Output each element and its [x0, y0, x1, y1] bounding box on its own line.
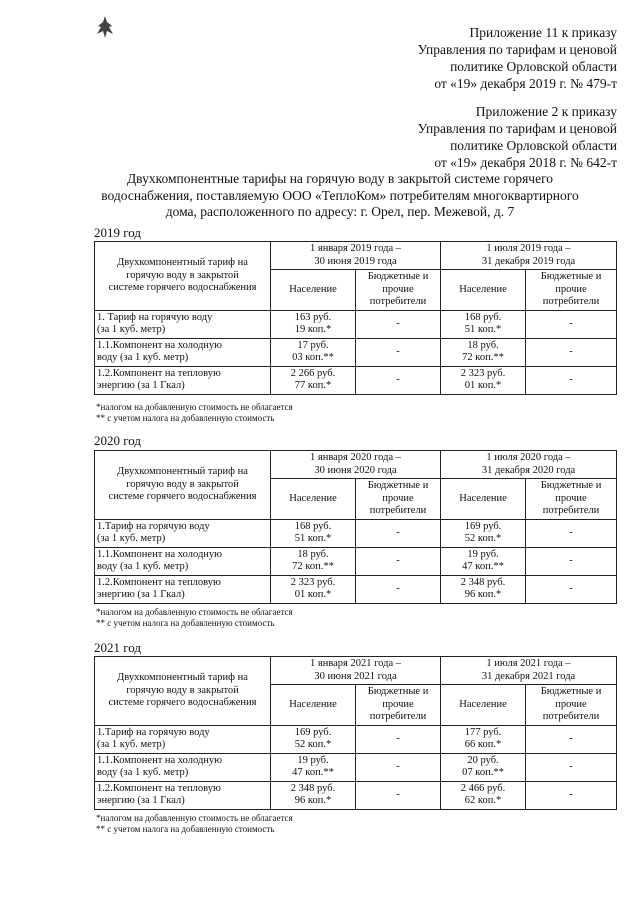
tariff-value — [271, 547, 356, 575]
budget-header — [356, 270, 441, 311]
tariff-dash: - — [356, 310, 441, 338]
header-text: потребители — [369, 711, 427, 722]
tariff-value — [271, 338, 356, 366]
header-text: потребители — [369, 505, 427, 516]
header-text: 31 декабря 2021 года — [481, 670, 576, 682]
population-header: Население — [271, 685, 356, 726]
header-text: 31 декабря 2019 года — [481, 255, 576, 267]
header-text: прочие — [382, 698, 414, 710]
value-text: 2 348 руб. — [290, 782, 336, 794]
row-label — [95, 575, 271, 603]
header-text: потребители — [542, 711, 600, 722]
tariff-dash: - — [356, 781, 441, 809]
table-row — [95, 781, 617, 809]
tariff-dash: - — [526, 781, 617, 809]
header-text: прочие — [382, 492, 414, 504]
row-label — [95, 547, 271, 575]
header-text: 1 июля 2021 года – — [486, 658, 571, 669]
title-line: дома, расположенного по адресу: г. Орел, пер. Межевой, д. 7 — [165, 204, 515, 219]
appendix-line: Управления по тарифам и ценовой — [417, 121, 617, 136]
row-label-text: 1.Тариф на горячую воду — [97, 520, 210, 532]
header-text: 1 января 2021 года – — [310, 658, 402, 669]
header-text: Бюджетные и — [540, 686, 602, 697]
tariff-dash: - — [526, 575, 617, 603]
period-1-header — [271, 657, 441, 685]
row-label — [95, 338, 271, 366]
tariff-value — [441, 753, 526, 781]
period-1-header — [271, 451, 441, 479]
value-text: 62 коп.* — [464, 795, 502, 806]
row-label-text: энергию (за 1 Гкал) — [97, 795, 185, 806]
value-text: 19 коп.* — [294, 324, 332, 335]
value-text: 18 руб. — [297, 548, 329, 560]
tariff-dash: - — [526, 338, 617, 366]
tariff-value — [441, 781, 526, 809]
footnote: ** с учетом налога на добавленную стоимость — [96, 617, 275, 628]
header-text: прочие — [555, 492, 587, 504]
header-text: горячую воду в закрытой — [126, 684, 239, 696]
row-label-text: воду (за 1 куб. метр) — [97, 352, 189, 363]
footnote: *налогом на добавленную стоимость не облагается — [96, 402, 293, 412]
tariff-dash: - — [356, 753, 441, 781]
header-text: прочие — [555, 283, 587, 295]
tariff-name-header — [95, 657, 271, 726]
header-text: горячую воду в закрытой — [126, 269, 239, 281]
value-text: 168 руб. — [464, 311, 502, 323]
footnotes-2021 — [96, 813, 293, 834]
header-text: Бюджетные и — [540, 271, 602, 282]
budget-header — [356, 685, 441, 726]
value-text: 47 коп.** — [292, 767, 334, 778]
header-text: 30 июня 2021 года — [314, 670, 397, 682]
header-text: прочие — [382, 283, 414, 295]
header-text: системе горячего водоснабжения — [108, 491, 257, 502]
appendix-11-header — [418, 24, 617, 92]
value-text: 52 коп.* — [294, 739, 332, 750]
budget-header — [526, 479, 617, 520]
row-label — [95, 519, 271, 547]
population-header: Население — [441, 685, 526, 726]
footnotes-2019 — [96, 402, 293, 423]
value-text: 51 коп.* — [294, 533, 332, 544]
value-text: 2 323 руб. — [290, 576, 336, 588]
row-label-text: 1.2.Компонент на тепловую — [97, 367, 221, 379]
tariff-value — [271, 753, 356, 781]
header-text: 1 января 2020 года – — [310, 452, 402, 463]
row-label — [95, 366, 271, 394]
table-row — [95, 725, 617, 753]
row-label-text: 1.1.Компонент на холодную — [97, 339, 223, 351]
value-text: 2 266 руб. — [290, 367, 336, 379]
appendix-line: Приложение 11 к приказу — [469, 25, 617, 40]
tariff-dash: - — [526, 519, 617, 547]
tariff-dash: - — [526, 725, 617, 753]
tariff-value — [271, 725, 356, 753]
tariff-value — [441, 547, 526, 575]
row-label-text: 1.2.Компонент на тепловую — [97, 782, 221, 794]
row-label-text: 1.1.Компонент на холодную — [97, 754, 223, 766]
tariff-value — [271, 575, 356, 603]
header-text: Бюджетные и — [367, 686, 429, 697]
row-label-text: энергию (за 1 Гкал) — [97, 589, 185, 600]
year-heading-2021: 2021 год — [94, 640, 141, 655]
value-text: 03 коп.** — [292, 352, 334, 363]
value-text: 96 коп.* — [294, 795, 332, 806]
tariff-table-2020 — [94, 450, 617, 604]
table-row — [95, 547, 617, 575]
value-text: 169 руб. — [464, 520, 502, 532]
tariff-value — [441, 725, 526, 753]
header-text: Бюджетные и — [367, 271, 429, 282]
header-text: Двухкомпонентный тариф на — [117, 466, 248, 477]
value-text: 18 руб. — [467, 339, 499, 351]
tariff-value — [441, 310, 526, 338]
header-text: потребители — [542, 505, 600, 516]
row-label-text: воду (за 1 куб. метр) — [97, 767, 189, 778]
value-text: 01 коп.* — [464, 380, 502, 391]
value-text: 52 коп.* — [464, 533, 502, 544]
value-text: 47 коп.** — [462, 561, 504, 572]
appendix-line: политике Орловской области — [450, 59, 617, 74]
tariff-dash: - — [356, 366, 441, 394]
table-row — [95, 310, 617, 338]
table-header-row — [95, 657, 617, 685]
appendix-2-header — [418, 103, 617, 171]
tariff-value — [271, 519, 356, 547]
appendix-line: от «19» декабря 2018 г. № 642-т — [434, 155, 617, 170]
row-label — [95, 725, 271, 753]
table-row — [95, 338, 617, 366]
header-text: системе горячего водоснабжения — [108, 697, 257, 708]
value-text: 20 руб. — [467, 754, 499, 766]
row-label — [95, 781, 271, 809]
title-line: Двухкомпонентные тарифы на горячую воду в закрытой системе горячего — [126, 171, 554, 186]
tariff-value — [441, 575, 526, 603]
table-row — [95, 753, 617, 781]
row-label-text: 1.1.Компонент на холодную — [97, 548, 223, 560]
population-header: Население — [271, 479, 356, 520]
row-label-text: (за 1 куб. метр) — [97, 739, 166, 750]
tariff-value — [271, 781, 356, 809]
budget-header — [526, 685, 617, 726]
tariff-dash: - — [356, 547, 441, 575]
header-text: системе горячего водоснабжения — [108, 282, 257, 293]
tariff-name-header — [95, 451, 271, 520]
header-text: Бюджетные и — [540, 480, 602, 491]
header-text: Двухкомпонентный тариф на — [117, 257, 248, 268]
appendix-line: Управления по тарифам и ценовой — [417, 42, 617, 57]
value-text: 96 коп.* — [464, 589, 502, 600]
row-label-text: 1.2.Компонент на тепловую — [97, 576, 221, 588]
tariff-value — [271, 310, 356, 338]
header-text: 31 декабря 2020 года — [481, 464, 576, 476]
header-text: потребители — [369, 296, 427, 307]
value-text: 2 466 руб. — [460, 782, 506, 794]
tariff-value — [441, 338, 526, 366]
row-label-text: 1.Тариф на горячую воду — [97, 726, 210, 738]
tariff-dash: - — [356, 338, 441, 366]
value-text: 168 руб. — [294, 520, 332, 532]
value-text: 07 коп.** — [462, 767, 504, 778]
tariff-dash: - — [526, 310, 617, 338]
row-label-text: энергию (за 1 Гкал) — [97, 380, 185, 391]
value-text: 77 коп.* — [294, 380, 332, 391]
table-header-row — [95, 451, 617, 479]
table-row — [95, 366, 617, 394]
header-text: горячую воду в закрытой — [126, 478, 239, 490]
value-text: 2 348 руб. — [460, 576, 506, 588]
budget-header — [526, 270, 617, 311]
appendix-line: Приложение 2 к приказу — [475, 104, 617, 119]
value-text: 51 коп.* — [464, 324, 502, 335]
tariff-dash: - — [356, 575, 441, 603]
header-text: прочие — [555, 698, 587, 710]
header-text: 1 января 2019 года – — [310, 243, 402, 254]
footnote: *налогом на добавленную стоимость не облагается — [96, 813, 293, 823]
row-label-text: (за 1 куб. метр) — [97, 324, 166, 335]
population-header: Население — [271, 270, 356, 311]
footnote: *налогом на добавленную стоимость не облагается — [96, 607, 293, 617]
value-text: 72 коп.** — [292, 561, 334, 572]
value-text: 19 руб. — [467, 548, 499, 560]
header-text: потребители — [542, 296, 600, 307]
value-text: 19 руб. — [297, 754, 329, 766]
header-text: 30 июня 2020 года — [314, 464, 397, 476]
period-2-header — [441, 242, 617, 270]
header-text: 1 июля 2020 года – — [486, 452, 571, 463]
value-text: 2 323 руб. — [460, 367, 506, 379]
tariff-value — [441, 519, 526, 547]
header-text: Двухкомпонентный тариф на — [117, 672, 248, 683]
tariff-name-header — [95, 242, 271, 311]
period-2-header — [441, 451, 617, 479]
population-header: Население — [441, 479, 526, 520]
population-header: Население — [441, 270, 526, 311]
tariff-table-2021 — [94, 656, 617, 810]
value-text: 01 коп.* — [294, 589, 332, 600]
value-text: 169 руб. — [294, 726, 332, 738]
tariff-dash: - — [356, 725, 441, 753]
emblem-mark — [94, 14, 116, 40]
year-heading-2019: 2019 год — [94, 225, 141, 240]
title-line: водоснабжения, поставляемую ООО «ТеплоКом» потребителям многоквартирного — [101, 187, 579, 203]
appendix-line: политике Орловской области — [450, 138, 617, 153]
value-text: 66 коп.* — [464, 739, 502, 750]
tariff-value — [271, 366, 356, 394]
period-1-header — [271, 242, 441, 270]
row-label-text: воду (за 1 куб. метр) — [97, 561, 189, 572]
tariff-dash: - — [356, 519, 441, 547]
table-row — [95, 519, 617, 547]
row-label — [95, 753, 271, 781]
row-label-text: (за 1 куб. метр) — [97, 533, 166, 544]
budget-header — [356, 479, 441, 520]
footnote: ** с учетом налога на добавленную стоимость — [96, 412, 275, 423]
appendix-line: от «19» декабря 2019 г. № 479-т — [434, 76, 617, 91]
tariff-dash: - — [526, 547, 617, 575]
value-text: 72 коп.** — [462, 352, 504, 363]
period-2-header — [441, 657, 617, 685]
header-text: 30 июня 2019 года — [314, 255, 397, 267]
tariff-table-2019 — [94, 241, 617, 395]
row-label-text: 1. Тариф на горячую воду — [97, 311, 213, 323]
footnotes-2020 — [96, 607, 293, 628]
tariff-dash: - — [526, 366, 617, 394]
table-row — [95, 575, 617, 603]
value-text: 177 руб. — [464, 726, 502, 738]
document-title — [90, 171, 590, 221]
year-heading-2020: 2020 год — [94, 433, 141, 448]
tariff-value — [441, 366, 526, 394]
header-text: 1 июля 2019 года – — [486, 243, 571, 254]
tariff-dash: - — [526, 753, 617, 781]
value-text: 163 руб. — [294, 311, 332, 323]
value-text: 17 руб. — [297, 339, 329, 351]
header-text: Бюджетные и — [367, 480, 429, 491]
table-header-row — [95, 242, 617, 270]
row-label — [95, 310, 271, 338]
footnote: ** с учетом налога на добавленную стоимость — [96, 823, 275, 834]
